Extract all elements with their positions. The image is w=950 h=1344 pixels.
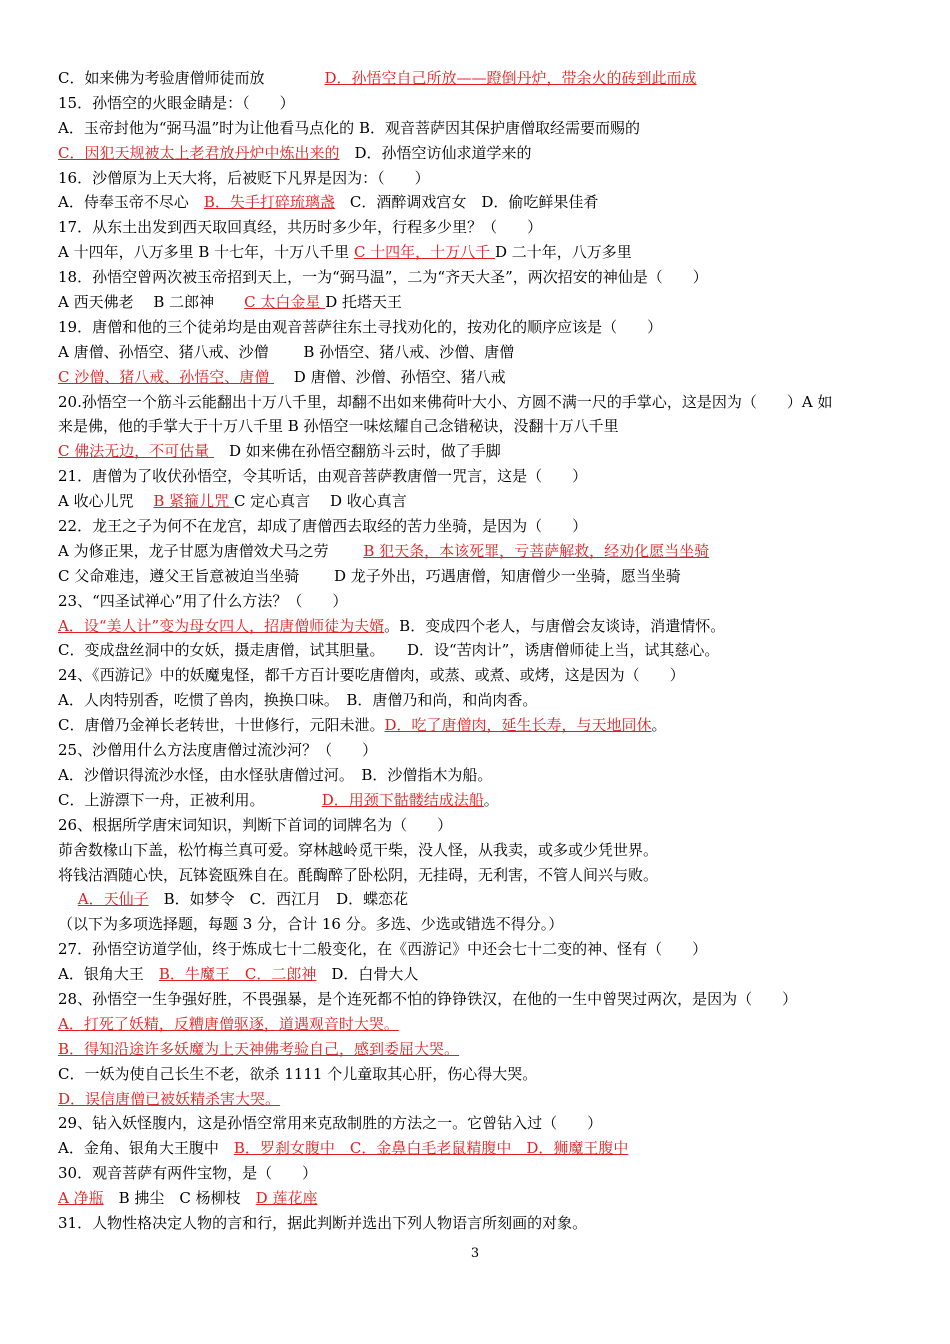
body-text: D 如来佛在孙悟空翻筋斗云时，做了手脚: [214, 442, 501, 461]
text-line: [58, 265, 898, 290]
answer-text: A．天仙子: [77, 890, 149, 909]
text-line: [58, 1087, 898, 1112]
body-text: A 收心儿咒: [58, 492, 154, 511]
text-line: [58, 141, 898, 166]
body-text: 31．人物性格决定人物的言和行，据此判断并选出下列人物语言所刻画的对象。: [58, 1213, 588, 1232]
body-text: 28、孙悟空一生争强好胜，不畏强暴，是个连死都不怕的铮铮铁汉，在他的一生中曾哭过两次，是因为（ ）: [58, 989, 798, 1008]
text-line: [58, 763, 898, 788]
text-line: [58, 912, 898, 937]
text-line: [58, 190, 898, 215]
answer-text: A．打死了妖精，反糟唐僧驱逐，道遇观音时大哭。: [58, 1014, 399, 1033]
body-text: A．人肉特别香，吃惯了兽肉，换换口味。 B．唐僧乃和尚，和尚肉香。: [58, 691, 538, 710]
body-text: 16．沙僧原为上天大将，后被贬下凡界是因为：（ ）: [58, 168, 430, 187]
body-text: A．沙僧识得流沙水怪，由水怪驮唐僧过河。 B．沙僧指木为船。: [58, 765, 493, 784]
text-line: [58, 1161, 898, 1186]
text-line: [58, 614, 898, 639]
body-text: A 十四年，八万多里 B 十七年，十万八千里: [58, 243, 354, 262]
text-line: [58, 1186, 898, 1211]
text-line: [58, 638, 898, 663]
body-text: 29、钻入妖怪腹内，这是孙悟空常用来克敌制胜的方法之一。它曾钻入过（ ）: [58, 1114, 603, 1133]
body-text: 25、沙僧用什么方法度唐僧过流沙河？（ ）: [58, 741, 378, 760]
answer-text: B．牛魔王 C．二郎神: [158, 965, 317, 984]
answer-text: C．因犯天规被太上老君放丹炉中炼出来的: [58, 143, 340, 162]
body-text: 24、《西游记》中的妖魔鬼怪，都千方百计要吃唐僧肉，或蒸、或煮、或烤，这是因为（ ）: [58, 666, 685, 685]
body-text: [58, 890, 78, 908]
text-line: [58, 1037, 898, 1062]
text-line: [58, 166, 898, 191]
body-text: C．如来佛为考验唐僧师徒而放: [58, 69, 265, 87]
answer-text: D．误信唐僧已被妖精杀害大哭。: [58, 1089, 281, 1108]
text-line: [58, 66, 898, 91]
text-line: [58, 738, 898, 763]
answer-text: B．失手打碎琉璃盏: [203, 193, 335, 212]
body-text: D．白骨大人: [316, 965, 419, 984]
text-line: [58, 564, 898, 589]
body-text: 21．唐僧为了收伏孙悟空，令其听话，由观音菩萨教唐僧一咒言，这是（ ）: [58, 467, 588, 486]
text-line: [58, 1062, 898, 1087]
text-line: [58, 390, 898, 415]
body-text: C 父命难违，遵父王旨意被迫当坐骑 D 龙子外出，巧遇唐僧，知唐僧少一坐骑，愿当坐骑: [58, 566, 681, 585]
answer-text: D．用颈下骷髅结成法船: [321, 790, 484, 809]
body-text: A．玉帝封他为“弼马温”时为让他看马点化的 B．观音菩萨因其保护唐僧取经需要而赐的: [58, 118, 640, 137]
text-line: [58, 589, 898, 614]
text-line: [58, 539, 898, 564]
body-text: A 西天佛老 B 二郎神: [58, 293, 245, 312]
body-text: A．银角大王: [58, 965, 159, 984]
answer-text: A．设“美人计”变为母女四人，招唐僧师徒为夫婿: [58, 616, 385, 635]
body-text: A 为修正果，龙子甘愿为唐僧效犬马之劳: [58, 541, 364, 560]
answer-text: B 紧箍儿咒: [153, 492, 234, 511]
text-line: [58, 439, 898, 464]
body-text: 。: [651, 716, 667, 735]
answer-text: A 净瓶: [58, 1189, 104, 1208]
text-line: [58, 962, 898, 987]
text-line: [58, 464, 898, 489]
body-text: C．上游漂下一舟，正被利用。: [58, 790, 322, 809]
answer-text: C 太白金星: [244, 293, 326, 312]
text-line: [58, 887, 898, 912]
body-text: C．变成盘丝洞中的女妖，摄走唐僧，试其胆量。 D．设“苦肉计”，诱唐僧师徒上当，试其慈心。: [58, 641, 720, 660]
body-text: C 定心真言 D 收心真言: [233, 492, 407, 511]
text-line: [58, 863, 898, 888]
text-line: [58, 91, 898, 116]
page-number: 3: [470, 1246, 480, 1261]
answer-text: D．吃了唐僧肉，延生长寿，与天地同休: [384, 716, 652, 735]
answer-text: B．罗刹女腹中 C．金鼻白毛老鼠精腹中 D．狮魔王腹中: [233, 1139, 629, 1158]
body-text: C．酒醉调戏宫女 D．偷吃鲜果佳肴: [334, 193, 599, 212]
text-line: [58, 663, 898, 688]
text-line: [58, 688, 898, 713]
body-text: （以下为多项选择题，每题 3 分，合计 16 分。多选、少选或错选不得分。）: [58, 915, 564, 934]
body-text: 将钱沽酒随心快，瓦钵瓷瓯殊自在。酕醄醉了卧松阴，无挂碍，无利害，不管人间兴与败。: [58, 865, 659, 884]
body-text: D 唐僧、沙僧、孙悟空、猪八戒: [274, 367, 506, 386]
text-line: [58, 937, 898, 962]
body-text: A．金角、银角大王腹中: [58, 1139, 234, 1158]
body-text: 。B．变成四个老人，与唐僧会友谈诗，消遣情怀。: [384, 616, 726, 635]
body-text: 22．龙王之子为何不在龙宫，却成了唐僧西去取经的苦力坐骑，是因为（ ）: [58, 517, 588, 536]
body-text: 17．从东土出发到西天取回真经，共历时多少年，行程多少里？（ ）: [58, 218, 543, 237]
text-line: [58, 340, 898, 365]
answer-text: C 十四年，十万八千: [353, 243, 495, 262]
text-line: [58, 116, 898, 141]
body-text: B．如梦令 C．西江月 D．蝶恋花: [148, 890, 409, 909]
answer-text: C 佛法无边，不可估量: [58, 442, 215, 461]
body-text: 。: [483, 790, 499, 809]
text-line: [58, 838, 898, 863]
answer-text: D 莲花座: [255, 1189, 318, 1208]
body-text: 20.孙悟空一个筋斗云能翻出十万八千里，却翻不出如来佛荷叶大小、方圆不满一尺的手掌心，这是因为（ ）A 如: [58, 392, 833, 411]
text-line: [58, 1111, 898, 1136]
body-text: B 拂尘 C 杨柳枝: [103, 1189, 256, 1208]
text-line: [58, 713, 898, 738]
text-line: [58, 414, 898, 439]
document-page: [58, 66, 898, 1236]
text-line: [58, 1136, 898, 1161]
answer-text: D．孙悟空自己所放——蹬倒丹炉，带余火的砖到此而成: [324, 69, 697, 87]
answer-text: B．得知沿途许多妖魔为上天神佛考验自己，感到委屈大哭。: [58, 1039, 460, 1058]
body-text: D．孙悟空访仙求道学来的: [339, 143, 532, 162]
body-text: A．侍奉玉帝不尽心: [58, 193, 204, 212]
text-line: [58, 365, 898, 390]
text-line: [58, 514, 898, 539]
text-line: [58, 215, 898, 240]
body-text: 23、“四圣试禅心”用了什么方法？（ ）: [58, 591, 348, 610]
text-line: [58, 813, 898, 838]
text-line: [58, 489, 898, 514]
text-line: [58, 987, 898, 1012]
body-text: D 二十年，八万多里: [494, 243, 632, 262]
text-line: [58, 788, 898, 813]
text-line: [58, 240, 898, 265]
body-text: 19．唐僧和他的三个徒弟均是由观音菩萨往东土寻找劝化的，按劝化的顺序应该是（ ）: [58, 317, 663, 336]
text-line: [58, 1012, 898, 1037]
answer-text: B 犯天条，本该死罪，亏菩萨解救，经劝化愿当坐骑: [363, 541, 710, 560]
body-text: D 托塔天王: [325, 293, 402, 312]
body-text: 26、根据所学唐宋词知识，判断下首词的词牌名为（ ）: [58, 815, 453, 834]
body-text: A 唐僧、孙悟空、猪八戒、沙僧 B 孙悟空、猪八戒、沙僧、唐僧: [58, 342, 515, 361]
body-text: 18．孙悟空曾两次被玉帝招到天上，一为“弼马温”，二为“齐天大圣”，两次招安的神仙是（ ）: [58, 268, 708, 287]
answer-text: C 沙僧、猪八戒、孙悟空、唐僧: [58, 367, 275, 386]
text-line: [58, 1211, 898, 1236]
text-line: [58, 315, 898, 340]
body-text: 来是佛，他的手掌大于十万八千里 B 孙悟空一味炫耀自己念错秘诀，没翻十万八千里: [58, 417, 619, 436]
body-text: 茆舍数椽山下盖，松竹梅兰真可爱。穿林越岭觅干柴，没人怪，从我卖，或多或少凭世界。: [58, 840, 659, 859]
body-text: 27．孙悟空访道学仙，终于炼成七十二般变化，在《西游记》中还会七十二变的神、怪有（ ）: [58, 940, 708, 959]
body-text: C．唐僧乃金禅长老转世，十世修行，元阳未泄。: [58, 716, 385, 735]
body-text: C．一妖为使自己长生不老，欲杀 1111 个儿童取其心肝，伤心得大哭。: [58, 1064, 538, 1083]
body-text: 30．观音菩萨有两件宝物，是（ ）: [58, 1164, 318, 1183]
body-text: 15．孙悟空的火眼金睛是：（ ）: [58, 93, 295, 112]
text-line: [58, 290, 898, 315]
